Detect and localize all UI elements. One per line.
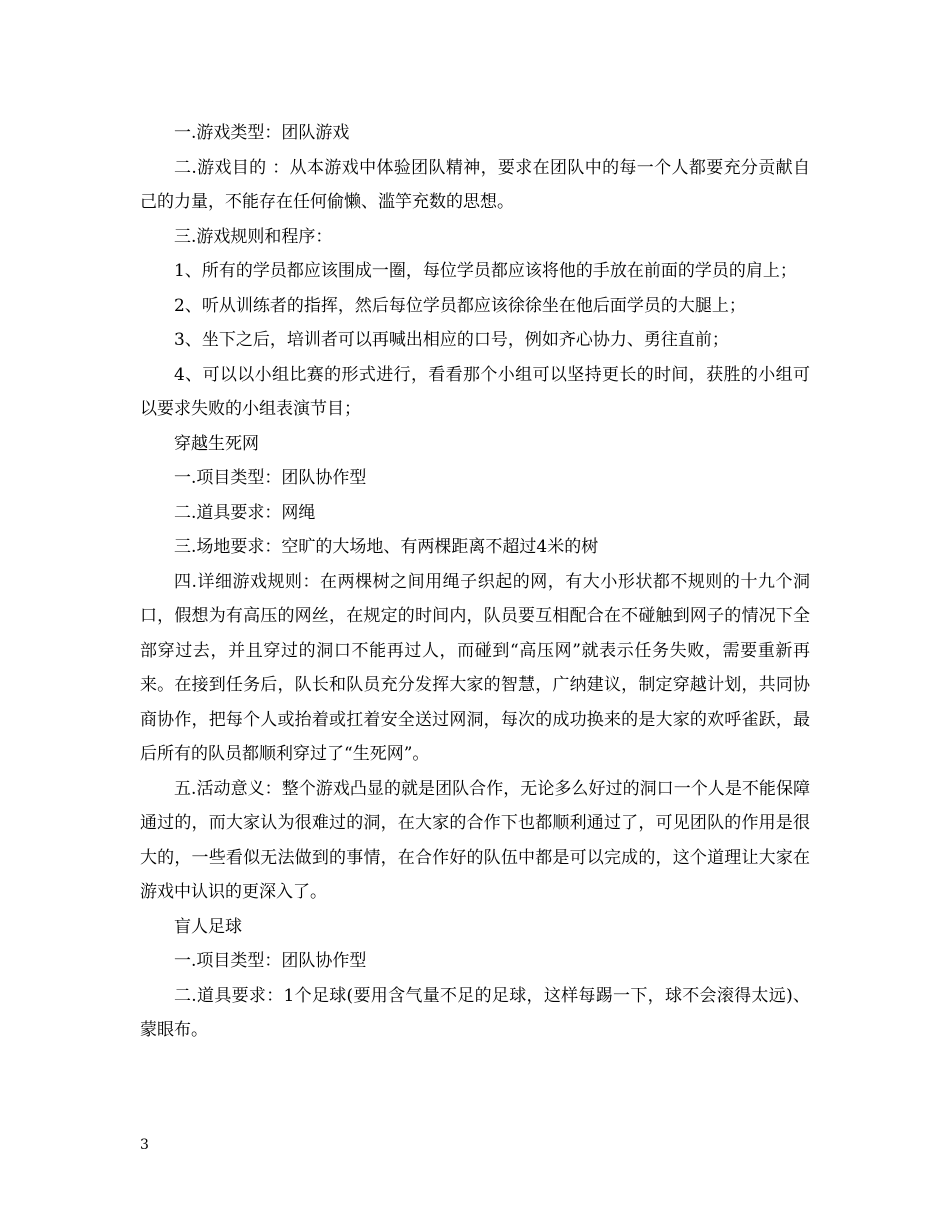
section-title-life-death-net: 穿越生死网: [174, 433, 259, 454]
paragraph-rules-heading: 三.游戏规则和程序：: [174, 226, 333, 247]
paragraph-rule-1: 1、所有的学员都应该围成一圈，每位学员都应该将他的手放在前面的学员的肩上；: [174, 261, 797, 281]
paragraph-significance: 五.活动意义：整个游戏凸显的就是团队合作，无论多么好过的洞口一个人是不能保障通过的，而大家认为很难过的洞，在大家的合作下也都顺利通过了，可见团队的作用是很大的，一些看似无法做到的事情，在合作好的队伍中都是可以完成的，这个道理让大家在游戏中认识的更深入了。: [140, 778, 810, 902]
paragraph-rule-2: 2、听从训练者的指挥，然后每位学员都应该徐徐坐在他后面学员的大腿上；: [174, 295, 746, 316]
paragraph-game-type: 一.游戏类型：团队游戏: [174, 123, 350, 143]
paragraph-rule-3: 3、坐下之后，培训者可以再喊出相应的口号，例如齐心协力、勇往直前；: [174, 330, 729, 350]
paragraph-venue: 三.场地要求：空旷的大场地、有两棵距离不超过4米的树: [174, 537, 599, 557]
paragraph-project-type: 一.项目类型：团队协作型: [174, 468, 367, 488]
document-body: [140, 116, 810, 1048]
paragraph-detailed-rules: 四.详细游戏规则：在两棵树之间用绳子织起的网，有大小形状都不规则的十九个洞口，假想为有高压的网丝，在规定的时间内，队员要互相配合在不碰触到网子的情况下全部穿过去，并且穿过的洞口不能再过人，而碰到“高压网”就表示任务失败，需要重新再来。在接到任务后，队长和队员充分发挥大家的智慧，广纳建议，制定穿越计划，共同协商协作，把每个人或抬着或扛着安全送过网洞，每次的成功换来的是大家的欢呼雀跃，最后所有的队员都顺利穿过了“生死网”。: [140, 571, 810, 764]
paragraph-game-purpose: 二.游戏目的 ：从本游戏中体验团队精神，要求在团队中的每一个人都要充分贡献自己的力量，不能存在任何偷懒、滥竽充数的思想。: [140, 157, 810, 212]
paragraph-props: 二.道具要求：网绳: [174, 502, 316, 523]
paragraph-blind-project-type: 一.项目类型：团队协作型: [174, 951, 367, 971]
paragraph-blind-props: 二.道具要求：1个足球(要用含气量不足的足球，这样每踢一下，球不会滚得太远)、蒙眼布。: [140, 985, 810, 1040]
page-number: 3: [140, 1137, 149, 1153]
section-title-blind-football: 盲人足球: [174, 916, 242, 937]
paragraph-rule-4: 4、可以以小组比赛的形式进行，看看那个小组可以坚持更长的时间，获胜的小组可以要求失败的小组表演节目；: [140, 364, 810, 419]
